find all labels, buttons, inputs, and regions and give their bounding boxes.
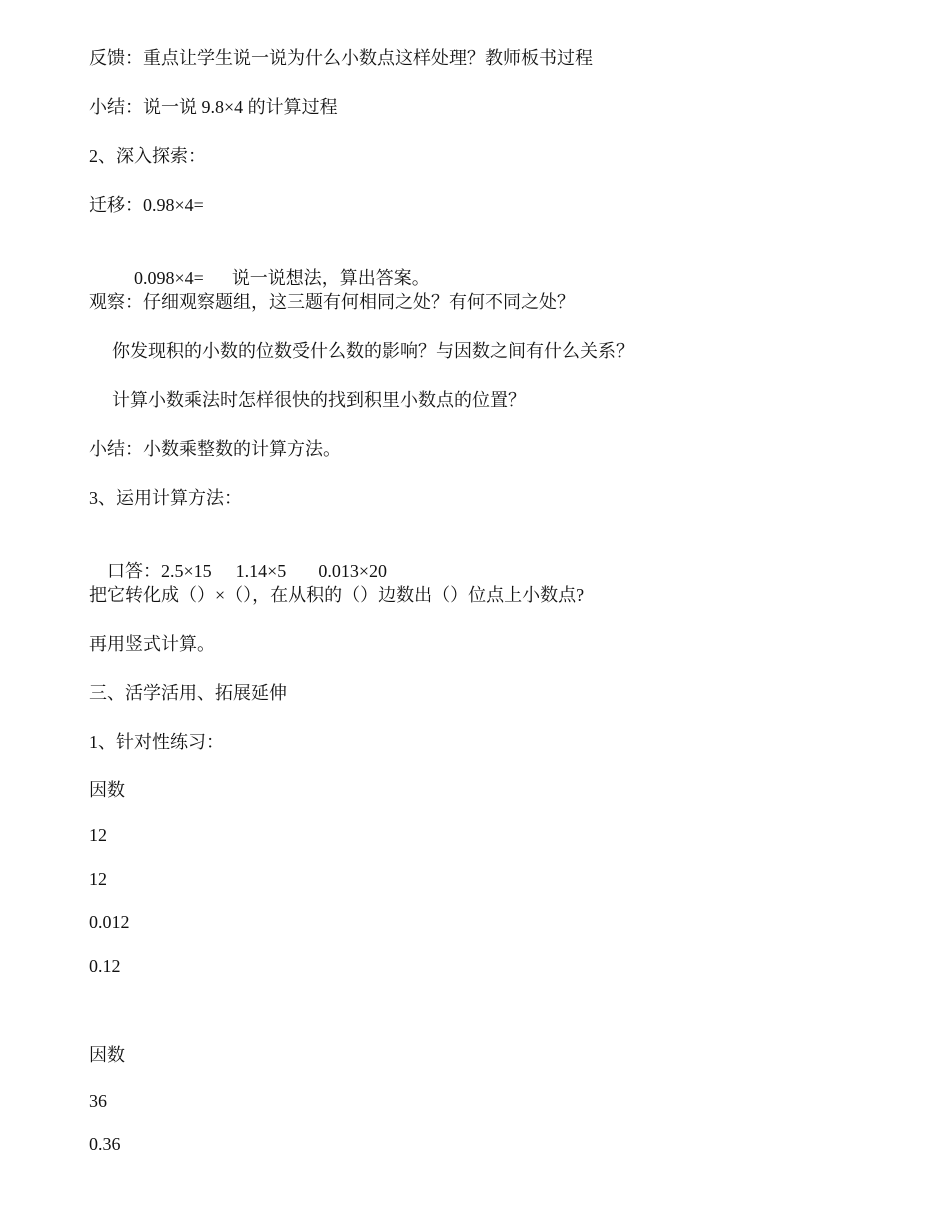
question-line-2: 计算小数乘法时怎样很快的找到积里小数点的位置？ [112, 390, 526, 410]
transfer-example-expression: 0.098×4= [134, 268, 204, 288]
factor-label-2: 因数 [89, 1045, 125, 1065]
oral-answer-item-3: 0.013×20 [318, 561, 387, 581]
section-three-heading: 三、活学活用、拓展延伸 [89, 683, 287, 703]
vertical-calc-line: 再用竖式计算。 [89, 634, 215, 654]
summary-line-2: 小结：小数乘整数的计算方法。 [89, 439, 341, 459]
section-3-heading: 3、运用计算方法： [89, 488, 242, 508]
section-2-heading: 2、深入探索： [89, 146, 206, 166]
observe-line: 观察：仔细观察题组，这三题有何相同之处？有何不同之处？ [89, 292, 575, 312]
factor-label-1: 因数 [89, 780, 125, 800]
transfer-example-instruction: 说一说想法，算出答案。 [231, 268, 430, 288]
question-line-1: 你发现积的小数的位数受什么数的影响？与因数之间有什么关系？ [112, 341, 634, 361]
factor-value-3: 0.012 [89, 912, 130, 932]
summary-line-1: 小结：说一说 9.8×4 的计算过程 [89, 97, 338, 117]
oral-answer-item-2: 1.14×5 [235, 561, 287, 581]
conversion-prompt-line: 把它转化成（）×（），在从积的（）边数出（）位点上小数点? [89, 585, 585, 605]
factor-value-5: 36 [89, 1091, 107, 1111]
factor-value-4: 0.12 [89, 956, 121, 976]
feedback-line: 反馈：重点让学生说一说为什么小数点这样处理？教师板书过程 [89, 48, 593, 68]
factor-value-6: 0.36 [89, 1134, 121, 1154]
transfer-line: 迁移：0.98×4= [89, 195, 204, 215]
practice-heading: 1、针对性练习： [89, 732, 224, 752]
factor-value-2: 12 [89, 869, 107, 889]
oral-answer-item-1: 口答：2.5×15 [107, 561, 212, 581]
factor-value-1: 12 [89, 825, 107, 845]
